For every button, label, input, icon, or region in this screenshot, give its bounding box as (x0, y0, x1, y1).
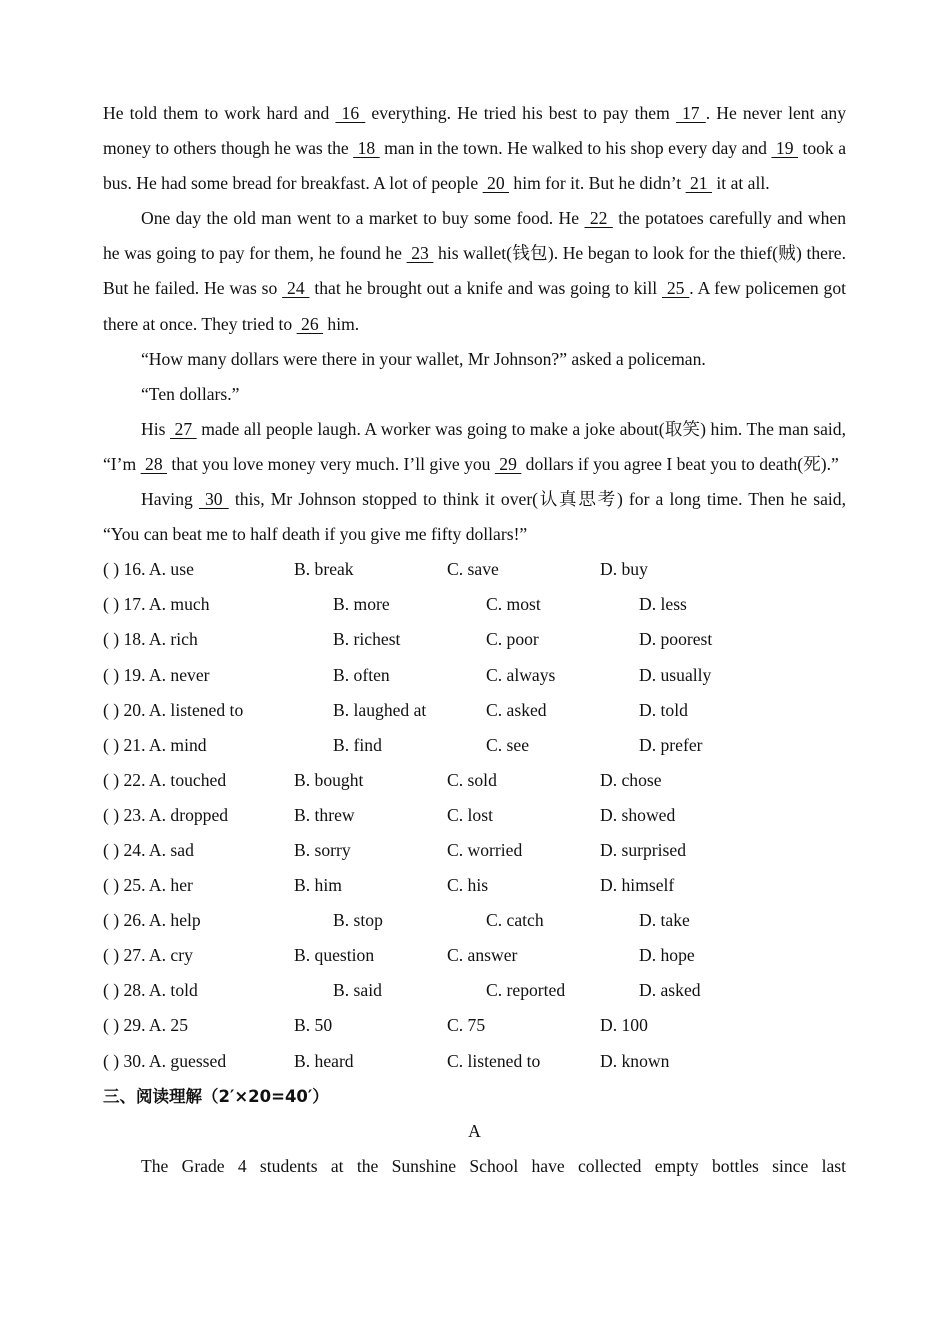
blank-18: 18 (353, 138, 380, 159)
question-27: ( ) 27. A. cry B. question C. answer D. hope (103, 945, 695, 966)
question-26: ( ) 26. A. help B. stop C. catch D. take (103, 910, 690, 931)
section-heading: 三、阅读理解（2′×20=40′） (103, 1086, 329, 1106)
question-23: ( ) 23. A. dropped B. threw C. lost D. showed (103, 804, 676, 825)
passage-paragraph-3: “How many dollars were there in your wallet, Mr Johnson?” asked a policeman. (141, 348, 706, 369)
passage-paragraph-1: He told them to work hard and 16 everything. He tried his best to pay them 17 . He never lent any money to others though he was the 18 man in the town. He walked to his shop every day and 19 took a bus. He had some bread for breakfast. A lot of people 20 him for it. But he didn’t 21 it at all. (103, 103, 847, 194)
blank-16: 16 (335, 103, 366, 123)
question-28: ( ) 28. A. told B. said C. reported D. asked (103, 980, 701, 1001)
passage-paragraph-6: Having 30 this, Mr Johnson stopped to think it over(认真思考) for a long time. Then he said, “You can beat me to half death if you give me fifty dollars!” (103, 489, 846, 545)
question-30: ( ) 30. A. guessed B. heard C. listened to D. known (103, 1050, 670, 1071)
blank-22: 22 (584, 208, 613, 229)
question-25: ( ) 25. A. her B. him C. his D. himself (103, 875, 675, 896)
question-18: ( ) 18. A. rich B. richest C. poor D. poorest (103, 629, 713, 650)
blank-28: 28 (140, 453, 168, 474)
blank-29: 29 (494, 453, 522, 474)
question-17: ( ) 17. A. much B. more C. most D. less (103, 594, 687, 615)
blank-25: 25 (661, 278, 690, 299)
blank-23: 23 (406, 243, 434, 264)
blank-17: 17 (675, 103, 706, 123)
blank-21: 21 (685, 173, 712, 194)
question-20: ( ) 20. A. listened to B. laughed at C. asked D. told (103, 699, 688, 720)
question-22: ( ) 22. A. touched B. bought C. sold D. chose (103, 769, 662, 790)
question-16: ( ) 16. A. use B. break C. save D. buy (103, 559, 648, 580)
question-21: ( ) 21. A. mind B. find C. see D. prefer (103, 734, 703, 755)
reading-passage-first-line: The Grade 4 students at the Sunshine School have collected empty bottles since last (141, 1155, 846, 1176)
blank-24: 24 (282, 278, 310, 299)
passage-paragraph-5: His 27 made all people laugh. A worker was going to make a joke about(取笑) him. The man said, “I’m 28 that you love money very much. I’ll give you 29 dollars if you agree I beat you to death(死).” (103, 418, 846, 474)
blank-30: 30 (198, 489, 229, 510)
passage-paragraph-2: One day the old man went to a market to buy some food. He 22 the potatoes carefully and when he was going to pay for them, he found he 23 his wallet(钱包). He began to look for the thief(贼) there. But he failed. He was so 24 that he brought out a knife and was going to kill 25 . A few policemen got there at once. They tried to 26 him. (103, 208, 847, 334)
blank-27: 27 (169, 418, 197, 439)
question-list (103, 552, 846, 1078)
question-24: ( ) 24. A. sad B. sorry C. worried D. surprised (103, 839, 687, 860)
passage-label-a: A (468, 1120, 481, 1141)
blank-19: 19 (771, 138, 798, 159)
question-29: ( ) 29. A. 25 B. 50 C. 75 D. 100 (103, 1015, 648, 1036)
question-19: ( ) 19. A. never B. often C. always D. usually (103, 664, 712, 685)
blank-26: 26 (296, 313, 324, 334)
blank-20: 20 (482, 173, 510, 194)
passage-paragraph-4: “Ten dollars.” (141, 383, 240, 404)
document-content (103, 96, 846, 1184)
